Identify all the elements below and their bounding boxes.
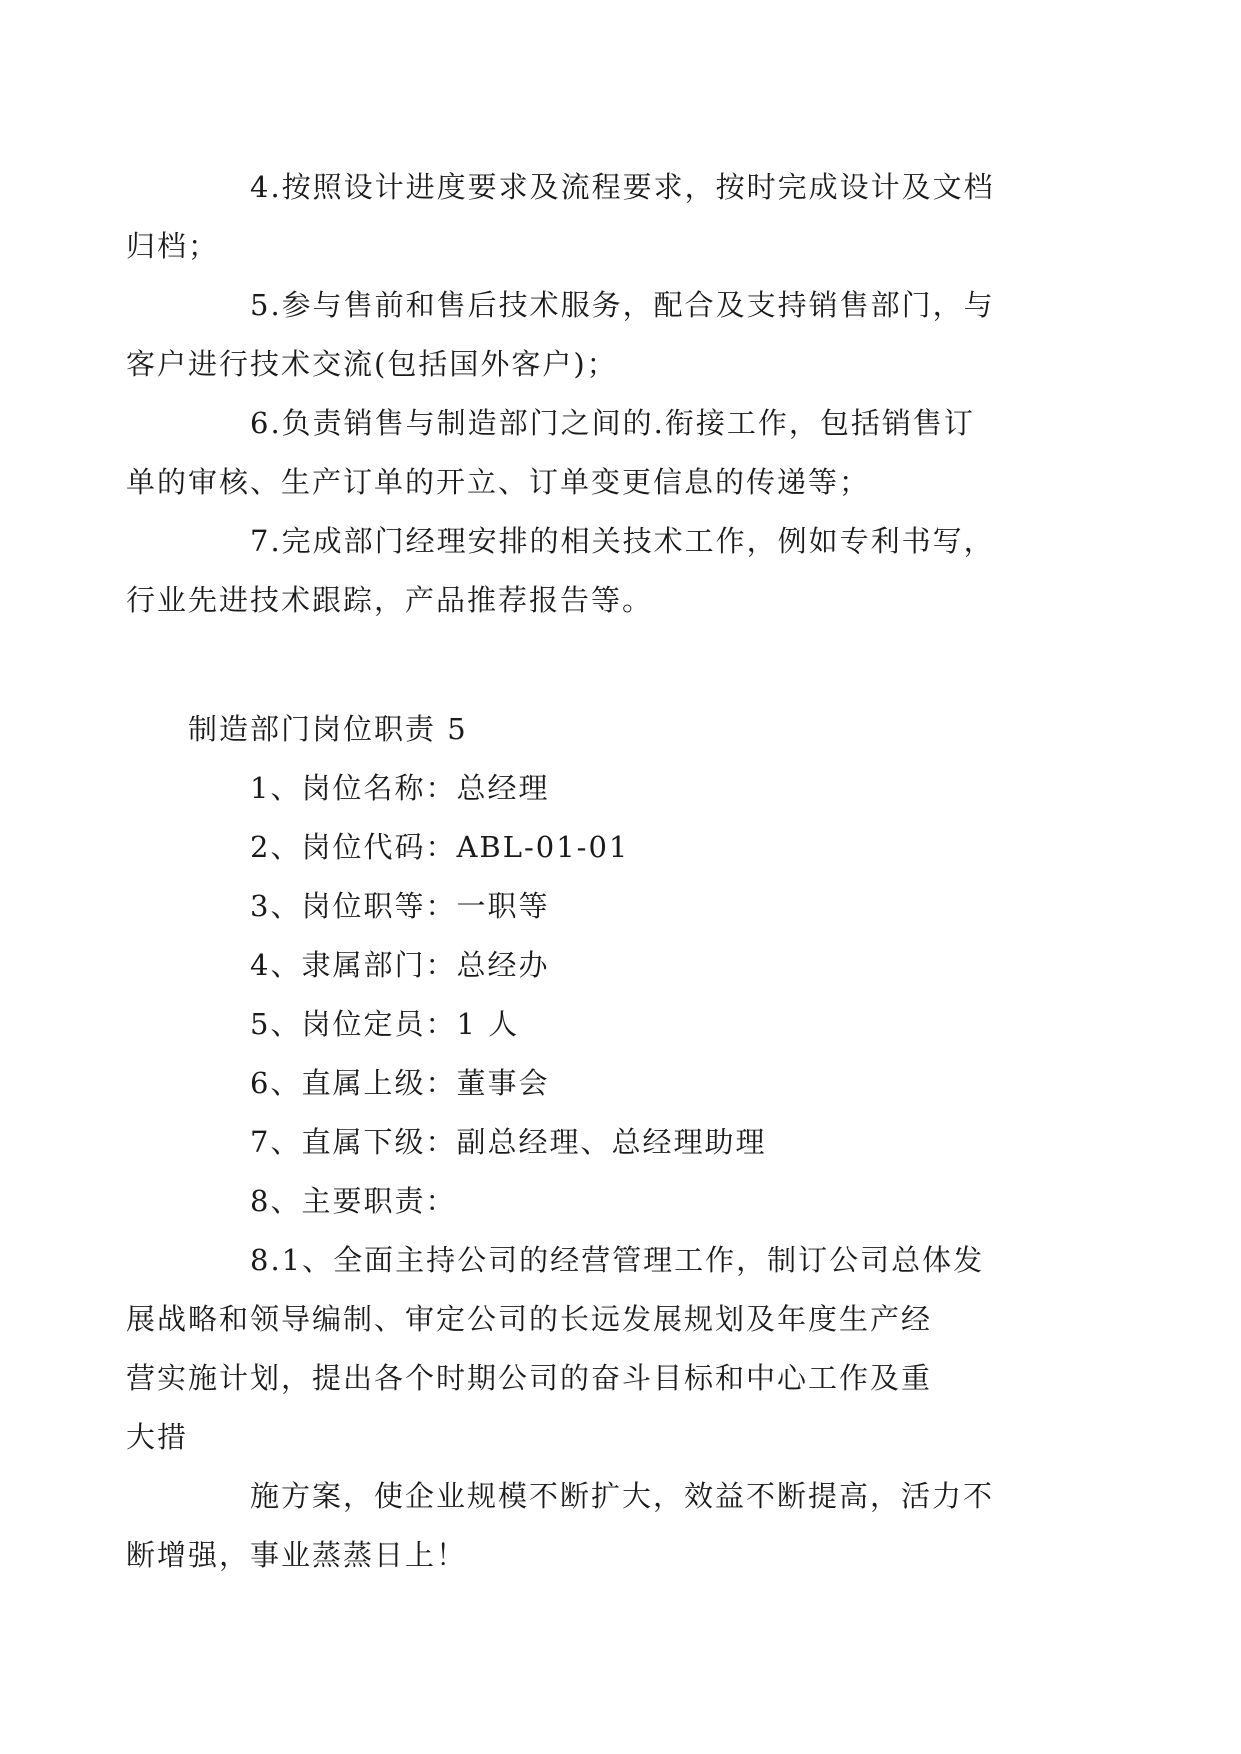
paragraph-line: 行业先进技术跟踪，产品推荐报告等。	[126, 583, 654, 617]
job-field-grade: 3、岗位职等：一职等	[250, 889, 550, 923]
job-field-department: 4、隶属部门：总经办	[250, 948, 550, 982]
duty-paragraph-8-1	[126, 1231, 1058, 1467]
paragraph-line: 施方案，使企业规模不断扩大，效益不断提高，活力不	[250, 1479, 995, 1513]
job-field-duties: 8、主要职责：	[250, 1184, 457, 1218]
paragraph-line: 7.完成部门经理安排的相关技术工作，例如专利书写，	[250, 524, 995, 558]
paragraph-line: 4.按照设计进度要求及流程要求，按时完成设计及文档	[250, 170, 995, 204]
responsibility-item-5	[126, 276, 1058, 394]
paragraph-line: 展战略和领导编制、审定公司的长远发展规划及年度生产经	[126, 1302, 933, 1336]
duty-paragraph-final	[126, 1467, 1058, 1585]
responsibility-item-4	[126, 158, 1058, 276]
job-field-subordinates: 7、直属下级：副总经理、总经理助理	[250, 1125, 767, 1159]
paragraph-line: 客户进行技术交流(包括国外客户)；	[126, 347, 618, 381]
paragraph-line: 归档；	[126, 229, 220, 263]
paragraph-line: 8.1、全面主持公司的经营管理工作，制订公司总体发	[250, 1243, 985, 1277]
paragraph-line: 营实施计划，提出各个时期公司的奋斗目标和中心工作及重	[126, 1361, 933, 1395]
job-field-name: 1、岗位名称：总经理	[250, 771, 550, 805]
paragraph-line: 大措	[126, 1420, 189, 1454]
paragraph-line: 6.负责销售与制造部门之间的.衔接工作，包括销售订	[250, 406, 975, 440]
job-field-superior: 6、直属上级：董事会	[250, 1066, 550, 1100]
job-field-headcount: 5、岗位定员：1 人	[250, 1007, 520, 1041]
section-gap	[188, 630, 1058, 700]
responsibility-item-6	[126, 394, 1058, 512]
section-heading: 制造部门岗位职责 5	[188, 712, 468, 746]
paragraph-line: 断增强，事业蒸蒸日上！	[126, 1538, 468, 1572]
job-field-code: 2、岗位代码：ABL-01-01	[250, 830, 630, 864]
paragraph-line: 单的审核、生产订单的开立、订单变更信息的传递等；	[126, 465, 871, 499]
responsibility-item-7	[126, 512, 1058, 630]
paragraph-line: 5.参与售前和售后技术服务，配合及支持销售部门，与	[250, 288, 995, 322]
document-body	[126, 158, 1058, 1585]
